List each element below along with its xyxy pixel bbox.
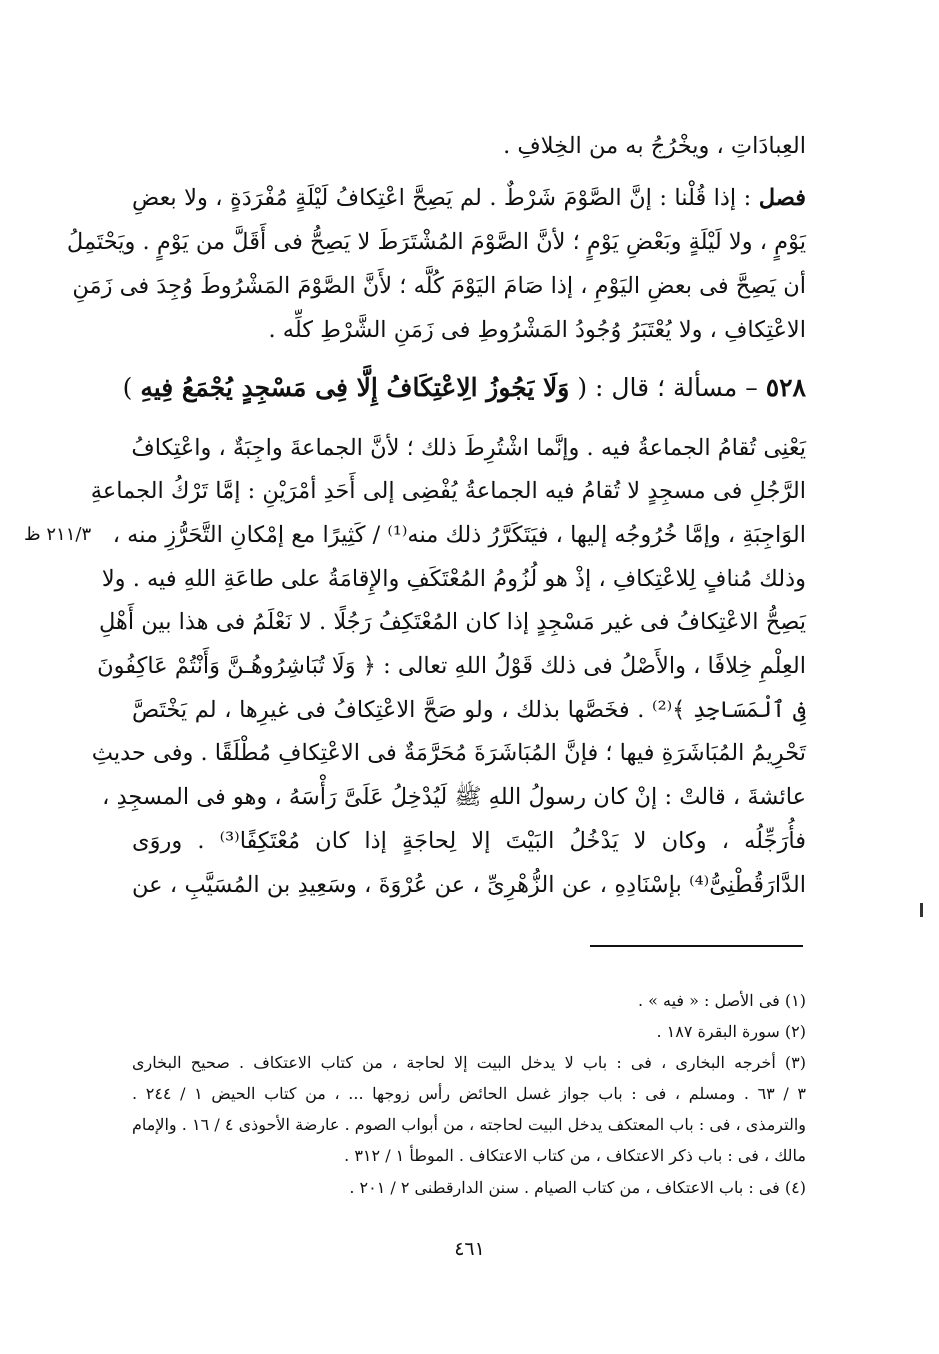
body-line-2 xyxy=(132,184,806,212)
scan-mark xyxy=(920,903,923,917)
section-line-1-text: يَعْنِى تُقامُ الجماعةُ فيه . وإنَّما اشْتُرِطَ ذلك ؛ لأنَّ الجماعةَ واجِبَةٌ ، واعْتِكافُ xyxy=(131,435,806,461)
footnote-3-cont-3 xyxy=(132,1145,806,1167)
body-line-3-text: يَوْمٍ ، ولا لَيْلَةٍ وبَعْضِ يَوْمٍ ؛ لأنَّ الصَّوْمَ المُشْتَرَطَ لا يَصِحُّ فى أَقَلَّ من يَوْمٍ . ويَحْتَمِلُ xyxy=(66,229,806,255)
footnote-4 xyxy=(132,1177,806,1199)
page-number-text: ٤٦١ xyxy=(454,1238,485,1260)
section-number: ٥٢٨ xyxy=(765,373,806,402)
footnote-3-cont-1 xyxy=(132,1083,806,1105)
section-line-9 xyxy=(102,783,806,811)
section-close: ) xyxy=(122,373,133,402)
section-line-2-text: الرَّجُلِ فى مسجِدٍ لا تُقامُ فيه الجماعةُ يُفْضِى إلى أَحَدِ أمْرَيْنِ : إمَّا تَرْكُ الجماعةِ xyxy=(90,478,806,504)
body-line-1-text: العِبادَاتِ ، ويخْرُجُ به من الخِلافِ . xyxy=(503,133,806,159)
footnote-3-cont-3-text: مالك ، فى : باب ذكر الاعتكاف ، من كتاب الاعتكاف . الموطأ ١ / ٣١٢ . xyxy=(344,1146,806,1165)
section-quote: وَلَا يَجُوزُ الِاعْتِكَافُ إِلَّا فِى مَسْجِدٍ يُجْمَعُ فِيهِ xyxy=(140,373,570,402)
footnote-1-text: (١) فى الأصل : « فيه » . xyxy=(637,991,806,1010)
section-line-6-text: العِلْمِ خِلافًا ، والأَصْلُ فى ذلك قَوْلُ اللهِ تعالى : ﴿ وَلَا تُبَاشِرُوهُـنَّ وَأَنْتُمْ عَاكِفُونَ xyxy=(97,653,806,679)
footnote-4-text: (٤) فى : باب الاعتكاف ، من كتاب الصيام . سنن الدارقطنى ٢ / ٢٠١ . xyxy=(349,1178,806,1197)
section-line-8-text: تَحْرِيمُ المُبَاشَرَةِ فيها ؛ فإنَّ المُبَاشَرَةَ مُحَرَّمَةٌ فى الاعْتِكافِ مُطْلَقًا . وفى حديثِ xyxy=(91,740,806,766)
section-line-7 xyxy=(132,696,806,724)
footnote-2 xyxy=(132,1021,806,1043)
section-line-10-text: فأُرَجِّلُه ، وكان لا يَدْخُلُ البَيْتَ إلا لِحاجَةٍ إذا كان مُعْتَكِفًا⁽³⁾ . وروَى xyxy=(132,828,806,854)
footnote-3-text: (٣) أخرجه البخارى ، فى : باب لا يدخل البيت إلا لحاجة ، من كتاب الاعتكاف . صحيح البخارى xyxy=(132,1053,806,1072)
margin-reference xyxy=(24,524,91,545)
section-line-11 xyxy=(132,871,806,899)
section-heading xyxy=(122,373,806,402)
body-line-5-text: الاعْتِكافِ ، ولا يُعْتَبَرُ وُجُودُ المَشْرُوطِ فى زَمَنِ الشَّرْطِ كلِّه . xyxy=(268,317,806,343)
section-line-9-text: عائشةَ ، قالتْ : إنْ كان رسولُ اللهِ ﷺ لَيُدْخِلُ عَلَىَّ رَأْسَهُ ، وهو فى المسجِدِ ، xyxy=(102,784,806,810)
footnote-3-cont-1-text: ٣ / ٦٣ . ومسلم ، فى : باب جواز غسل الحائض رأس زوجها ... ، من كتاب الحيض ١ / ٢٤٤ . xyxy=(132,1084,807,1103)
section-line-8 xyxy=(91,739,806,767)
body-line-4-text: أن يَصِحَّ فى بعضِ اليَوْمِ ، إذا صَامَ اليَوْمَ كُلَّه ؛ لأَنَّ الصَّوْمَ المَشْرُوطَ وُجِدَ فى زَمَنِ xyxy=(72,273,806,299)
fasl-label: فصل xyxy=(758,185,806,211)
section-line-11-text: الدَّارَقُطْنِىُّ⁽⁴⁾ بإسْنَادِهِ ، عن الزُّهْرِىِّ ، عن عُرْوَةَ ، وسَعِيدِ بن المُسَيَّبِ ، عن xyxy=(132,872,806,898)
section-line-5-text: يَصِحُّ الاعْتِكافُ فى غير مَسْجِدٍ إذا كان المُعْتَكِفُ رَجُلًا . لا نَعْلَمُ فى هذا بين أَهْلِ xyxy=(98,609,806,635)
section-line-10 xyxy=(132,827,806,855)
footnote-1 xyxy=(132,990,806,1012)
section-line-7-text: فِى ٱلْمَسَاجِدِ ﴾⁽²⁾ . فخَصَّها بذلك ، ولو صَحَّ الاعْتِكافُ فى غيرِها ، لم يَخْتَصَّ xyxy=(132,697,807,723)
section-line-6 xyxy=(97,652,806,680)
body-line-5 xyxy=(132,316,806,344)
section-line-3 xyxy=(112,521,806,549)
section-line-2 xyxy=(90,477,806,505)
footnote-3 xyxy=(132,1052,806,1074)
footnote-3-cont-2 xyxy=(132,1114,806,1136)
section-label: – مسألة ؛ قال : ( xyxy=(577,373,758,402)
section-line-4-text: وذلك مُنافٍ لِلاعْتِكافِ ، إذْ هو لُزُومُ المُعْتَكَفِ والإِقامَةُ على طاعَةِ اللهِ فيه . ولا xyxy=(101,566,806,592)
body-line-3 xyxy=(66,228,806,256)
footnote-separator xyxy=(590,945,803,947)
page-number xyxy=(0,1238,939,1260)
section-line-3-text: الوَاجِبَةِ ، وإمَّا خُرُوجُه إليها ، فيَتَكَرَّرُ ذلك منه⁽¹⁾ / كَثِيرًا مع إمْكانِ التَّحَرُّزِ منه ، xyxy=(112,522,806,548)
section-line-1 xyxy=(132,434,806,462)
footnote-2-text: (٢) سورة البقرة ١٨٧ . xyxy=(656,1022,806,1041)
margin-reference-text: ٢١١/٣ ظ xyxy=(24,524,92,545)
section-line-5 xyxy=(98,608,806,636)
body-line-1 xyxy=(132,132,806,160)
section-line-4 xyxy=(101,565,806,593)
body-line-4 xyxy=(72,272,806,300)
footnote-3-cont-2-text: والترمذى ، فى : باب المعتكف يدخل البيت لحاجته ، من أبواب الصوم . عارضة الأحوذى ٤ / ١٦ . والإمام xyxy=(132,1115,806,1134)
body-line-2-text: : إذا قُلْنا : إنَّ الصَّوْمَ شَرْطٌ . لم يَصِحَّ اعْتِكافُ لَيْلَةٍ مُفْرَدَةٍ ، ولا بعضِ xyxy=(132,185,759,211)
